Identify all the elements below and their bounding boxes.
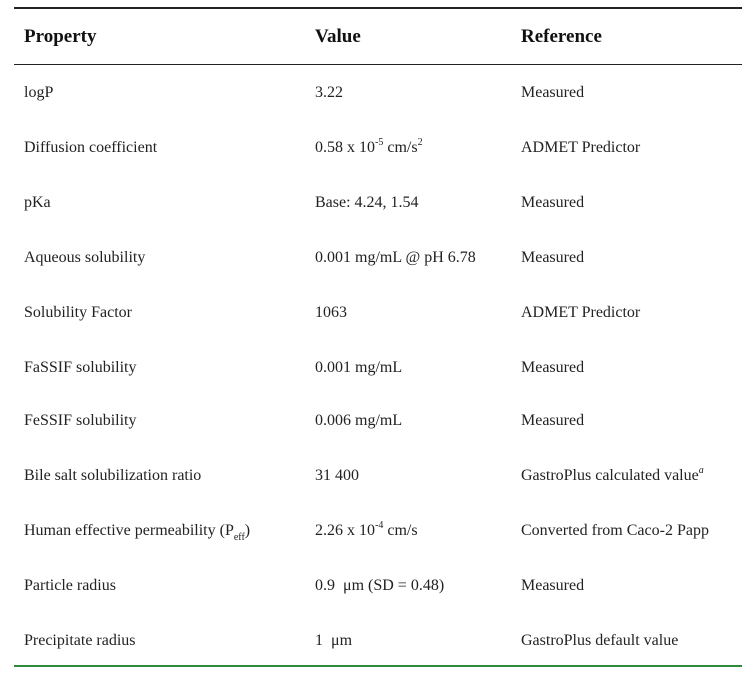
reference-cell: Measured — [521, 412, 585, 429]
footnote-marker: a — [698, 464, 704, 476]
table-row — [0, 448, 755, 503]
value-exponent: -5 — [375, 136, 384, 148]
reference-cell: Measured — [521, 194, 585, 211]
property-cell: Precipitate radius — [24, 632, 136, 649]
value-unit: cm/s — [383, 522, 418, 539]
property-close: ) — [244, 522, 251, 539]
value-unit-exponent: 2 — [417, 136, 423, 148]
table-row — [0, 393, 755, 448]
reference-cell: Converted from Caco-2 Papp — [521, 522, 709, 539]
value-base: 0.58 x 10 — [315, 139, 375, 156]
value-cell: 3.22 — [315, 84, 343, 101]
header-property: Property — [24, 26, 97, 47]
property-cell: pKa — [24, 194, 51, 211]
property-cell: FaSSIF solubility — [24, 359, 137, 376]
value-exponent: -4 — [375, 519, 384, 531]
table-row — [0, 340, 755, 395]
header-reference: Reference — [521, 26, 602, 47]
value-cell — [315, 120, 423, 175]
value-cell: 0.001 mg/mL @ pH 6.78 — [315, 249, 476, 266]
property-cell: FeSSIF solubility — [24, 412, 137, 429]
table-row — [0, 230, 755, 285]
reference-cell: ADMET Predictor — [521, 304, 641, 321]
table-row — [0, 558, 755, 613]
property-cell: Particle radius — [24, 577, 116, 594]
property-cell: Aqueous solubility — [24, 249, 146, 266]
bottom-rule — [14, 665, 742, 667]
property-cell: Bile salt solubilization ratio — [24, 467, 202, 484]
value-cell: 0.006 mg/mL — [315, 412, 403, 429]
value-cell — [315, 503, 418, 558]
table-header-row — [0, 9, 755, 64]
value-cell: 0.001 mg/mL — [315, 359, 403, 376]
property-cell: Solubility Factor — [24, 304, 132, 321]
table-row — [0, 613, 755, 668]
value-cell: 0.9 μm (SD = 0.48) — [315, 577, 445, 594]
value-cell: 1 μm — [315, 632, 353, 649]
property-cell: logP — [24, 84, 54, 101]
property-cell: Diffusion coefficient — [24, 139, 158, 156]
table-row — [0, 175, 755, 230]
table-row — [0, 503, 755, 558]
value-unit: cm/s — [383, 139, 418, 156]
property-subscript: eff — [233, 532, 245, 544]
property-cell — [24, 503, 250, 558]
table-row — [0, 120, 755, 175]
value-cell: 31 400 — [315, 467, 359, 484]
reference-cell: Measured — [521, 84, 585, 101]
property-base: Human effective permeability (P — [24, 522, 234, 539]
value-cell: 1063 — [315, 304, 347, 321]
reference-cell — [521, 448, 704, 503]
value-base: 2.26 x 10 — [315, 522, 375, 539]
reference-cell: Measured — [521, 249, 585, 266]
table-row — [0, 285, 755, 340]
value-cell: Base: 4.24, 1.54 — [315, 194, 419, 211]
reference-cell: ADMET Predictor — [521, 139, 641, 156]
header-value: Value — [315, 26, 361, 47]
reference-cell: Measured — [521, 577, 585, 594]
reference-cell: GastroPlus default value — [521, 632, 679, 649]
table-row — [0, 65, 755, 120]
reference-text: GastroPlus calculated value — [521, 467, 699, 484]
reference-cell: Measured — [521, 359, 585, 376]
